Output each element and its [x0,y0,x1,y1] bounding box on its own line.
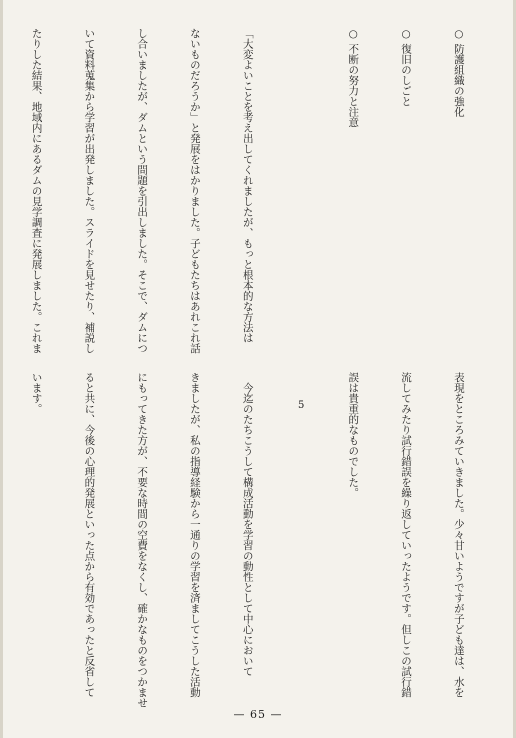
text-line: たりした結果、地域内にあるダムの見学調査に発展しました。これま [30,28,43,354]
text-line: 「大変よいことを考え出してくれましたが、もっと根本的な方法は [241,28,254,343]
text-line: にもってきた方が、不要な時間の空費をなくし、確かなものをつかませ [136,372,149,708]
text-line: し合いましたが、ダムという問題を引出しました。そこで、ダムにつ [136,28,149,354]
text-line: 流してみたり試行錯誤を繰り返していったようです。但しこの試行錯 [400,372,413,698]
text-line: ると共に、今後の心理的発展といった点から有効であったと反省して [83,372,96,698]
section-marker: 5 [298,400,305,411]
text-line: 今迄のたちこうして構成活動を学習の動性として中心において [241,372,254,677]
text-line: ○ 復旧のしごと [400,28,413,107]
upper-text-block [0,28,502,354]
text-line: いて資料蒐集から学習が出発しました。スライドを見せたり、補説し [83,28,96,354]
text-line: きましたが、私の指導経験から一通りの学習を済ましてこうした活動 [188,372,201,698]
text-line: ○ 防護組織の強化 [452,28,465,117]
page-number: — 65 — [233,708,283,721]
text-line: 表現をところみていきました。少々甘いようですが子ども達は、水を [452,372,465,698]
text-line: ないものだろうか」と発展をはかりました。子どもたちはあれこれ話 [188,28,201,354]
text-line [291,28,309,350]
text-line: 誤は貴重的なものでした。 [347,372,360,498]
text-line: います。 [30,372,43,414]
lower-text-block [0,372,502,708]
text-line: ○ 不断の努力と注意 [347,28,360,128]
text-line [291,372,309,690]
